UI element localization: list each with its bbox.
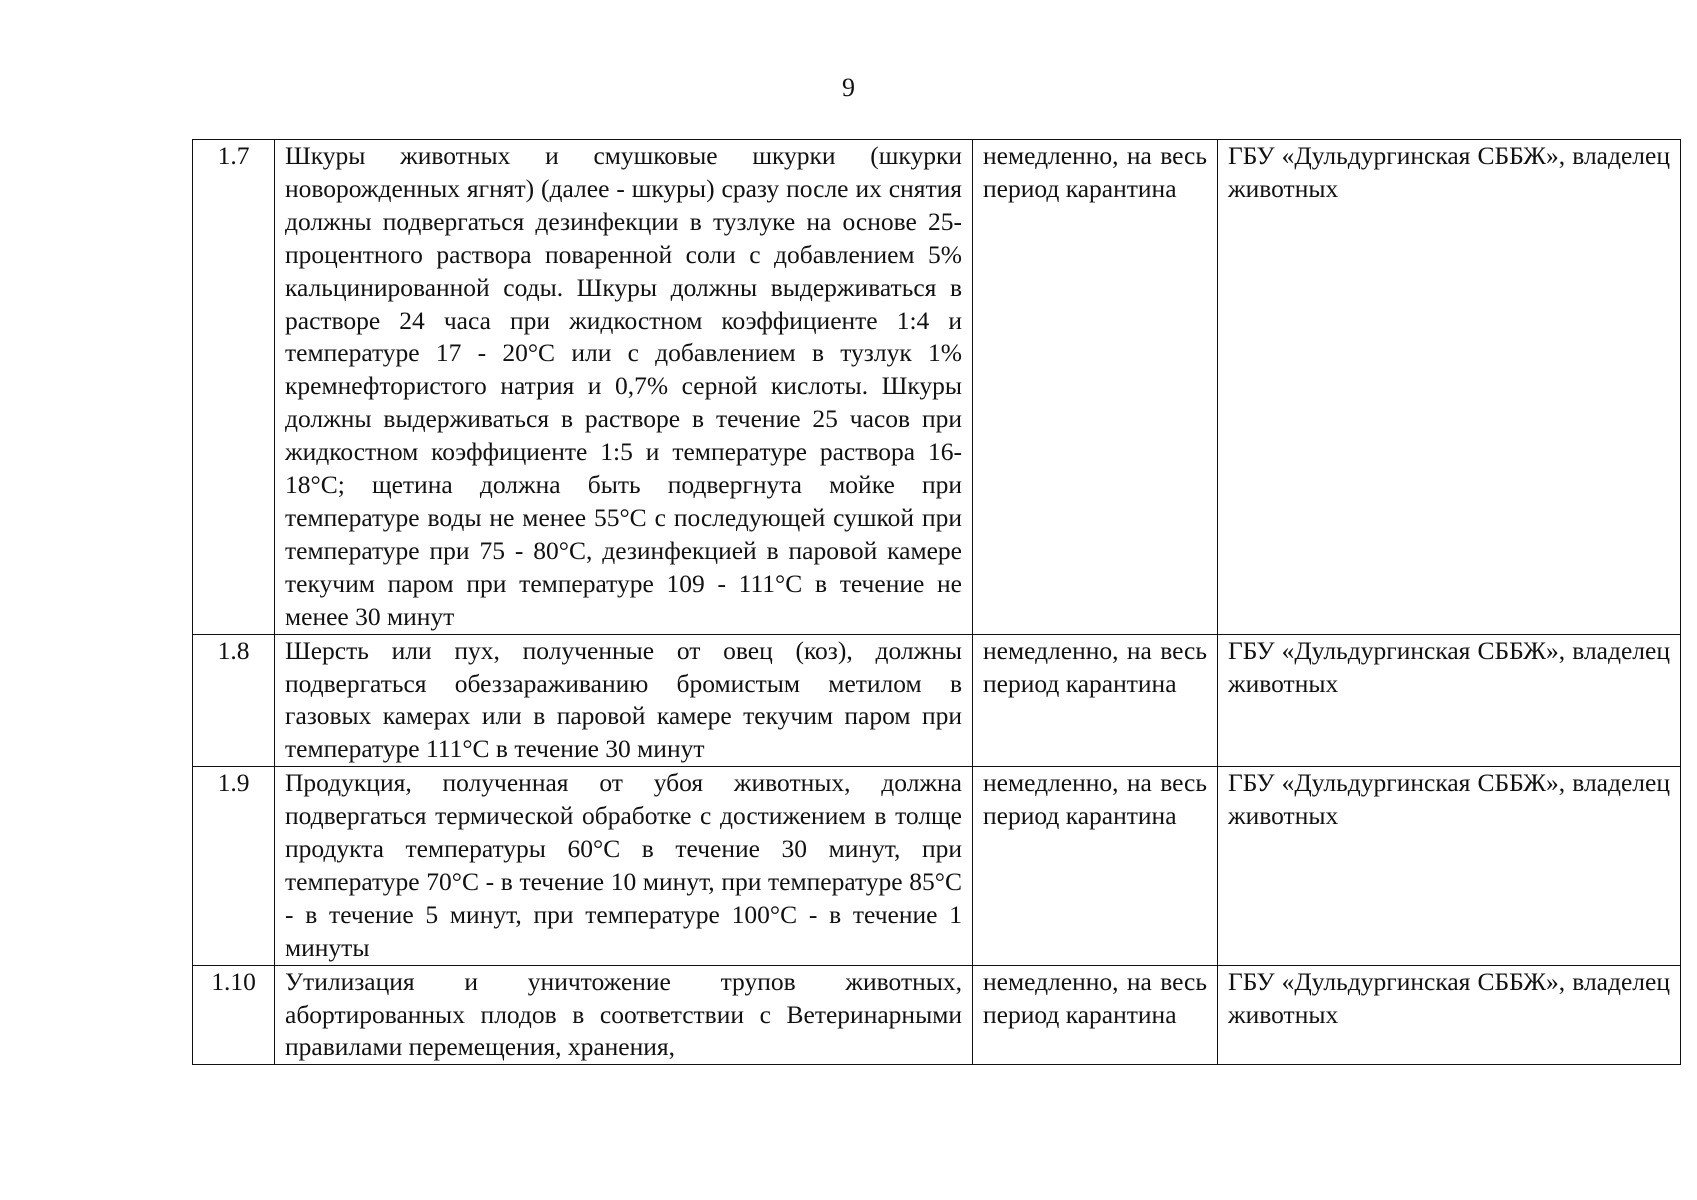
item-number: 1.9 <box>193 767 275 965</box>
table-row <box>193 767 1681 965</box>
term-cell: немедленно, на весь период карантина <box>973 767 1218 965</box>
table-row <box>193 965 1681 1065</box>
measure-text: Утилизация и уничтожение трупов животных, абортированных плодов в соответствии с Ветеринарными правилами перемещения, хранения, <box>275 965 973 1065</box>
measure-text: Продукция, полученная от убоя животных, должна подвергаться термической обработке с достижением в толще продукта температуры 60°С в течение 30 минут, при температуре 70°С - в течение 10 минут, при температуре 85°С - в течение 5 минут, при температуре 100°С - в течение 1 минуты <box>275 767 973 965</box>
responsible-cell: ГБУ «Дульдургинская СББЖ», владелец животных <box>1218 965 1681 1065</box>
page-number: 9 <box>842 73 855 102</box>
term-cell: немедленно, на весь период карантина <box>973 140 1218 635</box>
measures-table <box>192 139 1681 1065</box>
measure-text: Шерсть или пух, полученные от овец (коз), должны подвергаться обеззараживанию бромистым метилом в газовых камерах или в паровой камере текучим паром при температуре 111°С в течение 30 минут <box>275 634 973 767</box>
item-number: 1.7 <box>193 140 275 635</box>
item-number: 1.10 <box>193 965 275 1065</box>
responsible-cell: ГБУ «Дульдургинская СББЖ», владелец животных <box>1218 634 1681 767</box>
term-cell: немедленно, на весь период карантина <box>973 634 1218 767</box>
table-row <box>193 140 1681 635</box>
term-cell: немедленно, на весь период карантина <box>973 965 1218 1065</box>
responsible-cell: ГБУ «Дульдургинская СББЖ», владелец животных <box>1218 140 1681 635</box>
measure-text: Шкуры животных и смушковые шкурки (шкурки новорожденных ягнят) (далее - шкуры) сразу после их снятия должны подвергаться дезинфекции в тузлуке на основе 25-процентного раствора поваренной соли с добавлением 5% кальцинированной соды. Шкуры должны выдерживаться в растворе 24 часа при жидкостном коэффициенте 1:4 и температуре 17 - 20°С или с добавлением в тузлук 1% кремнефтористого натрия и 0,7% серной кислоты. Шкуры должны выдерживаться в растворе в течение 25 часов при жидкостном коэффициенте 1:5 и температуре раствора 16-18°С; щетина должна быть подвергнута мойке при температуре воды не менее 55°С с последующей сушкой при температуре при 75 - 80°С, дезинфекцией в паровой камере текучим паром при температуре 109 - 111°С в течение не менее 30 минут <box>275 140 973 635</box>
table-row <box>193 634 1681 767</box>
item-number: 1.8 <box>193 634 275 767</box>
responsible-cell: ГБУ «Дульдургинская СББЖ», владелец животных <box>1218 767 1681 965</box>
